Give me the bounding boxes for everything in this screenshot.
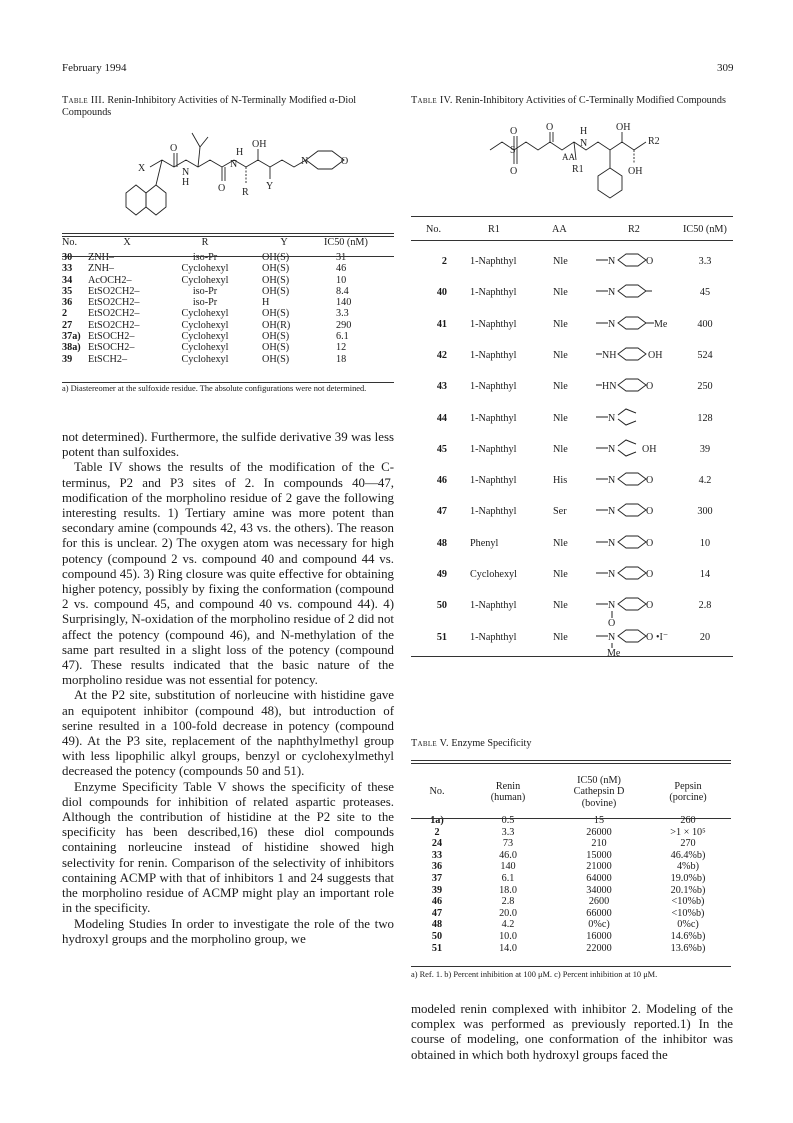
table4-cell-aa: Nle bbox=[553, 256, 568, 267]
table4-cell-r1: Cyclohexyl bbox=[470, 569, 517, 580]
table4-cell-aa: Nle bbox=[553, 287, 568, 299]
t5-head-cathepsin bbox=[553, 769, 645, 815]
t3-head-ic50: IC50 (nM) bbox=[324, 237, 368, 248]
table4-cell-no: 51 bbox=[436, 631, 447, 643]
table3-cell: OH(R) bbox=[262, 319, 291, 331]
table5-caption bbox=[411, 738, 733, 750]
table3-cell: 3.3 bbox=[336, 308, 349, 320]
table5-cell: 34000 bbox=[586, 884, 612, 896]
page-number: 309 bbox=[717, 62, 734, 74]
table5-cell: 270 bbox=[680, 838, 696, 850]
table5-row bbox=[411, 861, 731, 873]
table4-cell-ic50: 39 bbox=[699, 443, 711, 455]
table4-cell-aa: Nle bbox=[553, 600, 568, 612]
t3-head-y: Y bbox=[280, 237, 288, 248]
r2-n: N bbox=[608, 256, 616, 267]
table3-cell: EtSOCH2– bbox=[88, 342, 135, 354]
t3-x: X bbox=[138, 163, 146, 174]
r2-n: N bbox=[608, 600, 616, 612]
t3-h2: H bbox=[182, 177, 190, 188]
t3-o1: O bbox=[170, 143, 178, 154]
table5-cell: 16000 bbox=[586, 930, 612, 942]
table5-row bbox=[411, 885, 731, 897]
table5-cell: 15 bbox=[593, 815, 605, 826]
table4-cell-aa: Nle bbox=[553, 631, 568, 643]
table4-cell-r1: 1-Naphthyl bbox=[470, 631, 517, 643]
table5-cell: 46.4%b) bbox=[670, 849, 706, 861]
r2-n: N bbox=[608, 318, 616, 330]
table5-row bbox=[411, 827, 731, 839]
t5-head-renin bbox=[463, 769, 553, 815]
t4-h: H bbox=[580, 126, 588, 137]
body-left-p5: Modeling Studies In order to investigate the role of the two hydroxyl groups and the morpholino group, we bbox=[62, 916, 394, 946]
table4-cell-r1: 1-Naphthyl bbox=[470, 600, 517, 612]
t3-head-r: R bbox=[201, 237, 209, 248]
table3-cell: 290 bbox=[336, 319, 352, 331]
t3-ring-n: N bbox=[301, 156, 309, 167]
t4-o1: O bbox=[510, 126, 518, 137]
t4-head-no: No. bbox=[426, 224, 441, 235]
table4-cell-ic50: 4.2 bbox=[698, 475, 712, 487]
table4-cell-aa: Nle bbox=[553, 349, 568, 361]
table5-cell: <10%b) bbox=[671, 907, 705, 919]
t3-r: R bbox=[242, 187, 249, 198]
table4-cell-ic50: 10 bbox=[699, 537, 711, 549]
table3-cell: 2 bbox=[62, 308, 68, 320]
table3-cell: EtSO2CH2– bbox=[88, 297, 140, 309]
table4-cell-ic50: 20 bbox=[699, 631, 711, 643]
table3-cell: 8.4 bbox=[336, 285, 349, 297]
r2-o: O bbox=[646, 381, 654, 393]
table3-row bbox=[62, 331, 394, 342]
table4-cell-ic50: 400 bbox=[697, 318, 713, 330]
t4-r2: R2 bbox=[648, 136, 660, 147]
r2-n: N bbox=[608, 443, 616, 455]
table3-cell: 35 bbox=[62, 285, 73, 297]
table4-head-rule bbox=[411, 240, 733, 241]
r2-me: Me bbox=[654, 318, 668, 330]
r2-o: O bbox=[646, 600, 654, 612]
table3-cell: OH(S) bbox=[262, 274, 290, 286]
r2-n: N bbox=[608, 631, 616, 643]
table5-cell: 48 bbox=[431, 919, 443, 931]
table4-cell-no: 43 bbox=[436, 381, 447, 393]
t5-head-ic50: IC50 (nM) bbox=[577, 774, 621, 786]
t3-head-x: X bbox=[123, 237, 131, 248]
table3-cell: 33 bbox=[62, 263, 73, 275]
table4-cell-aa: Ser bbox=[553, 506, 567, 518]
r2-n: N bbox=[608, 412, 616, 424]
table5-row bbox=[411, 908, 731, 920]
r2-o: O bbox=[646, 506, 654, 518]
r2-n: N bbox=[608, 506, 616, 518]
table3-cell: 31 bbox=[336, 252, 347, 263]
table5-head-rule bbox=[411, 818, 731, 819]
r2-me: Me bbox=[607, 647, 621, 659]
table5-cell: 50 bbox=[431, 930, 443, 942]
body-left-p1: not determined). Furthermore, the sulfide derivative 39 was less potent than sulfoxides. bbox=[62, 430, 394, 460]
table5-row bbox=[411, 931, 731, 943]
t5-head-no: No. bbox=[429, 786, 445, 798]
table5-row bbox=[411, 850, 731, 862]
table3-row bbox=[62, 308, 394, 319]
table5-cell: 39 bbox=[431, 884, 443, 896]
table4-cell-ic50: 45 bbox=[699, 287, 711, 299]
table5-bottom-rule bbox=[411, 966, 731, 967]
t4-head-r2: R2 bbox=[628, 224, 640, 235]
t3-h: H bbox=[236, 147, 244, 158]
table4-cell-no: 41 bbox=[436, 318, 447, 330]
table5-cell: 33 bbox=[431, 849, 443, 861]
table5-cell: 36 bbox=[431, 861, 443, 873]
table4-bottom-rule bbox=[411, 656, 733, 657]
table3-row bbox=[62, 286, 394, 297]
table3-cell: OH(S) bbox=[262, 285, 290, 297]
table4-cell-r1: 1-Naphthyl bbox=[470, 475, 517, 487]
r2-o: O bbox=[646, 569, 654, 580]
table5-cell: 3.3 bbox=[501, 826, 515, 838]
journal-date: February 1994 bbox=[62, 62, 127, 74]
table5-cell: 73 bbox=[502, 838, 514, 850]
table3-cell: 39 bbox=[62, 353, 73, 365]
table4-label: Table IV. bbox=[411, 95, 453, 106]
table4-caption-text: Renin-Inhibitory Activities of C-Terminally Modified Compounds bbox=[455, 95, 726, 106]
table4-cell-aa: Nle bbox=[553, 412, 568, 424]
table5-cell: 210 bbox=[591, 838, 607, 850]
table3-cell: 18 bbox=[336, 353, 347, 365]
table3-cell: 140 bbox=[336, 297, 352, 309]
table3-cell: OH(S) bbox=[262, 263, 290, 275]
t4-n: N bbox=[580, 138, 588, 149]
r2-n: N bbox=[608, 475, 616, 487]
table3-cell: 34 bbox=[62, 274, 73, 286]
table5-cell: 64000 bbox=[586, 872, 612, 884]
table5-cell: 13.6%b) bbox=[670, 942, 706, 954]
table4-cell-no: 2 bbox=[441, 256, 447, 267]
table4-cell-r1: 1-Naphthyl bbox=[470, 412, 517, 424]
table5-cell: 47 bbox=[431, 907, 443, 919]
table3-cell: H bbox=[262, 297, 270, 309]
table3-cell: ZNH– bbox=[88, 252, 115, 263]
r2-oh: OH bbox=[642, 443, 657, 455]
table3-cell: 38a) bbox=[62, 342, 81, 354]
table4-cell-ic50: 128 bbox=[697, 412, 713, 424]
table5-cell: 2600 bbox=[588, 896, 610, 908]
table3-cell: Cyclohexyl bbox=[181, 308, 229, 320]
table5-row bbox=[411, 943, 731, 955]
r2-o: O bbox=[646, 537, 654, 549]
table5-cell: 22000 bbox=[586, 942, 612, 954]
table5-top-rule bbox=[411, 760, 731, 764]
table3-structure bbox=[100, 115, 380, 235]
table5-row bbox=[411, 896, 731, 908]
table5-cell: 14.0 bbox=[499, 942, 517, 954]
table4-cell-no: 47 bbox=[436, 506, 447, 518]
table3-cell: Cyclohexyl bbox=[181, 319, 229, 331]
table5-cell: 46 bbox=[431, 896, 443, 908]
r2-n: N bbox=[608, 569, 616, 580]
table5-cell: 2 bbox=[434, 826, 440, 838]
table3-cell: Cyclohexyl bbox=[181, 353, 229, 365]
t5-head-pepsin-1: Pepsin bbox=[674, 780, 702, 792]
t5-head-pepsin bbox=[645, 769, 731, 815]
table4-cell-no: 50 bbox=[436, 600, 447, 612]
table4-cell-r1: 1-Naphthyl bbox=[470, 287, 517, 299]
r2-n: N bbox=[608, 537, 616, 549]
t5-head-renin-1: Renin bbox=[495, 780, 521, 792]
t4-oh1: OH bbox=[616, 122, 631, 133]
table5-cell: 0%c) bbox=[588, 919, 610, 931]
table5-cell: 10.0 bbox=[499, 930, 517, 942]
table5-cell: >1 × 10⁵ bbox=[670, 826, 706, 838]
table4-cell-no: 42 bbox=[436, 349, 447, 361]
table3-cell: EtSO2CH2– bbox=[88, 319, 140, 331]
table5-cell: 19.0%b) bbox=[670, 872, 706, 884]
t3-o2: O bbox=[218, 183, 226, 194]
table3-cell: 37a) bbox=[62, 331, 81, 343]
table3-cell: ZNH– bbox=[88, 263, 115, 275]
table5-footnote: a) Ref. 1. b) Percent inhibition at 100 μM. c) Percent inhibition at 10 μM. bbox=[411, 970, 658, 979]
table5-cell: <10%b) bbox=[671, 896, 705, 908]
table4-cell-r1: 1-Naphthyl bbox=[470, 318, 517, 330]
table4-caption bbox=[411, 95, 733, 107]
t3-n1: N bbox=[182, 167, 190, 178]
table5-cell: 24 bbox=[431, 838, 443, 850]
r2-oxide-o: O bbox=[608, 618, 616, 630]
table5-cell: 0.5 bbox=[501, 815, 515, 826]
body-left-p2: Table IV shows the results of the modification of the C-terminus, P2 and P3 sites of 2. In compounds 40—47, modification of the morpholino residue of 2 gave the following interesting results. 1) Tertiary amine was more potent than secondary amine (compounds 42, 43 vs. the others). The reason for this is unclear. 2) The oxygen atom was necessary for high potency (compound 2 vs. compound 40 and compound 44 vs. compound 45). 3) Ring closure was quite effective for obtaining higher potency, possibly by fixing the conformation (compound 2 vs. compound 45, and compound 40 vs. compound 44). 4) Surprisingly, N-oxidation of the morpholino residue of 2 did not affect the potency (compound 46), and N-methylation of the same part resulted in a slight loss of the potency (compound 47). These results indicated that the basic nature of the morpholino residue was not essential for potency. bbox=[62, 460, 394, 688]
table3-cell: EtSO2CH2– bbox=[88, 285, 140, 297]
table3-cell: OH(S) bbox=[262, 331, 290, 343]
table5-cell: 21000 bbox=[586, 861, 612, 873]
table4-cell-ic50: 3.3 bbox=[698, 256, 712, 267]
table5-cell: 26000 bbox=[586, 826, 612, 838]
table3-cell: EtSOCH2– bbox=[88, 331, 135, 343]
table4-cell-r1: 1-Naphthyl bbox=[470, 506, 517, 518]
r2-o: O bbox=[646, 631, 654, 643]
table4-cell-aa: Nle bbox=[553, 537, 568, 549]
table3-row bbox=[62, 342, 394, 353]
table3-cell: OH(S) bbox=[262, 342, 290, 354]
table5-cell: 46.0 bbox=[499, 849, 517, 861]
t4-aa: AA bbox=[562, 152, 575, 162]
t4-head-ic50: IC50 (nM) bbox=[683, 224, 727, 235]
table4-cell-no: 44 bbox=[436, 412, 447, 424]
table3-cell: 27 bbox=[62, 319, 73, 331]
t4-head-r1: R1 bbox=[488, 224, 500, 235]
table3-row bbox=[62, 297, 394, 308]
table3-cell: Cyclohexyl bbox=[181, 331, 229, 343]
table5-cell: 51 bbox=[431, 942, 443, 954]
t3-head-no: No. bbox=[62, 237, 77, 248]
table5-cell: 6.1 bbox=[501, 872, 515, 884]
t4-o3: O bbox=[546, 122, 554, 133]
table3-cell: EtSCH2– bbox=[88, 353, 128, 365]
table5-cell: 18.0 bbox=[499, 884, 517, 896]
table3-cell: iso-Pr bbox=[192, 252, 218, 263]
r2-hn: HN bbox=[602, 381, 617, 393]
table3-cell: iso-Pr bbox=[192, 297, 218, 309]
table5-cell: 14.6%b) bbox=[670, 930, 706, 942]
table4-cell-ic50: 2.8 bbox=[698, 600, 712, 612]
table5-cell: 2.8 bbox=[501, 896, 515, 908]
body-right-p1: modeled renin complexed with inhibitor 2. Modeling of the complex was performed as previously reported.1) In the course of modeling, one conformation of the inhibitor was obtained in which both hydroxyl groups faced the bbox=[411, 1002, 733, 1062]
table4-cell-ic50: 14 bbox=[699, 569, 711, 580]
r2-o: O bbox=[646, 256, 654, 267]
table4-cell-aa: Nle bbox=[553, 318, 568, 330]
table4-cell-r1: 1-Naphthyl bbox=[470, 381, 517, 393]
table3-caption-text: Renin-Inhibitory Activities of N-Terminally Modified α-Diol Compounds bbox=[62, 95, 357, 118]
table3-bottom-rule bbox=[62, 382, 394, 383]
t5-head-pepsin-2: (porcine) bbox=[669, 792, 707, 803]
table3-cell: EtSO2CH2– bbox=[88, 308, 140, 320]
table3-cell: AcOCH2– bbox=[88, 274, 132, 286]
table3-cell: OH(S) bbox=[262, 308, 290, 320]
table4-cell-aa: Nle bbox=[553, 381, 568, 393]
table3-cell: 12 bbox=[336, 342, 347, 354]
table4-cell-r1: Phenyl bbox=[470, 537, 499, 549]
table5-cell: 4.2 bbox=[501, 919, 515, 931]
table4-cell-ic50: 300 bbox=[697, 506, 713, 518]
table3-label: Table III. bbox=[62, 95, 105, 106]
table3-cell: 46 bbox=[336, 263, 347, 275]
table3-head-rule bbox=[62, 256, 394, 257]
table3-cell: Cyclohexyl bbox=[181, 274, 229, 286]
table3-row bbox=[62, 320, 394, 331]
table5-cell: 1a) bbox=[430, 815, 444, 826]
table5-cell: 4%b) bbox=[676, 861, 700, 873]
table4-cell-aa: His bbox=[553, 475, 568, 487]
body-right-column bbox=[411, 1002, 733, 1063]
r2-nh: NH bbox=[602, 349, 617, 361]
table5-caption-text: Enzyme Specificity bbox=[451, 738, 532, 749]
table4-top-rule bbox=[411, 216, 733, 217]
table3-cell: OH(S) bbox=[262, 353, 290, 365]
table5-cell: 66000 bbox=[586, 907, 612, 919]
t5-head-cathepsin-2: (bovine) bbox=[581, 797, 617, 809]
t5-head-renin-2: (human) bbox=[490, 792, 526, 803]
table5-label: Table V. bbox=[411, 738, 449, 749]
table5-row bbox=[411, 815, 731, 827]
t5-head-cathepsin-1: Cathepsin D bbox=[573, 786, 625, 798]
r2-iodide: •I⁻ bbox=[656, 631, 669, 643]
body-left-p3: At the P2 site, substitution of norleucine with histidine gave an equipotent inhibitor (compound 48), but introduction of serine resulted in a 100-fold decrease in potency (compound 49). At the P3 site, replacement of the naphthylmethyl group with less lipophilic alkyl groups, benzyl or cyclohexylmethyl decreased the potency (compounds 50 and 51). bbox=[62, 688, 394, 779]
table4-cell-ic50: 524 bbox=[697, 349, 713, 361]
t4-oh2: OH bbox=[628, 166, 643, 177]
table3-cell: 6.1 bbox=[336, 331, 349, 343]
table4-cell-aa: Nle bbox=[553, 443, 568, 455]
table5 bbox=[411, 769, 731, 954]
table4-cell-no: 46 bbox=[436, 475, 447, 487]
t4-o2: O bbox=[510, 166, 518, 177]
table4-cell-r1: 1-Naphthyl bbox=[470, 443, 517, 455]
t3-y: Y bbox=[266, 181, 274, 192]
table5-cell: 0%c) bbox=[677, 919, 699, 931]
table4-cell-ic50: 250 bbox=[697, 381, 713, 393]
r2-n: N bbox=[608, 287, 616, 299]
table5-row bbox=[411, 838, 731, 850]
t4-r1: R1 bbox=[572, 164, 584, 175]
body-left-p4: Enzyme Specificity Table V shows the specificity of these diol compounds for inhibition of related aspartic proteases. Although the contribution of histidine at the P2 site to the specificity has been described,16) these diol compounds containing norleucine instead of histidine showed high selectivity for renin. Comparison of the selectivity of inhibitors containing ACMP with that of inhibitors 1 and 24 suggests that the morpholino residue of ACMP might play an important role in the specificity. bbox=[62, 779, 394, 916]
table5-cell: 20.0 bbox=[499, 907, 517, 919]
table4-cell-no: 48 bbox=[436, 537, 447, 549]
table4-cell-no: 49 bbox=[436, 569, 447, 580]
table5-cell: 20.1%b) bbox=[670, 884, 706, 896]
table4-cell-no: 40 bbox=[436, 287, 447, 299]
r2-oh: OH bbox=[648, 349, 663, 361]
table3-cell: 10 bbox=[336, 274, 347, 286]
table5-row bbox=[411, 873, 731, 885]
table3-cell: Cyclohexyl bbox=[181, 342, 229, 354]
table4-cell-r1: 1-Naphthyl bbox=[470, 256, 517, 267]
t3-n2: N bbox=[230, 159, 238, 170]
table3-cell: 36 bbox=[62, 297, 73, 309]
t4-head-aa: AA bbox=[552, 224, 567, 235]
table5-cell: 15000 bbox=[586, 849, 612, 861]
t3-oh: OH bbox=[252, 139, 267, 150]
table5-cell: 140 bbox=[500, 861, 516, 873]
table4-cell-no: 45 bbox=[436, 443, 447, 455]
table3-row bbox=[62, 275, 394, 286]
table4-cell-r1: 1-Naphthyl bbox=[470, 349, 517, 361]
table4-structure bbox=[470, 120, 710, 220]
table3-cell: OH(S) bbox=[262, 252, 290, 263]
r2-o: O bbox=[646, 475, 654, 487]
table4-r2-structure bbox=[596, 624, 686, 667]
table5-row bbox=[411, 919, 731, 931]
table3-cell: iso-Pr bbox=[192, 285, 218, 297]
table3-cell: 30 bbox=[62, 252, 73, 263]
t3-ring-o: O bbox=[341, 156, 349, 167]
t4-s: S bbox=[510, 145, 516, 156]
table3-row bbox=[62, 263, 394, 274]
body-left-column bbox=[62, 430, 394, 947]
table3-row bbox=[62, 354, 394, 365]
table3-footnote: a) Diastereomer at the sulfoxide residue. The absolute configurations were not determined. bbox=[62, 384, 367, 393]
table5-cell: 260 bbox=[680, 815, 696, 826]
table3-cell: Cyclohexyl bbox=[181, 263, 229, 275]
table4-cell-aa: Nle bbox=[553, 569, 568, 580]
table5-cell: 37 bbox=[431, 872, 443, 884]
table3-row bbox=[62, 252, 394, 263]
